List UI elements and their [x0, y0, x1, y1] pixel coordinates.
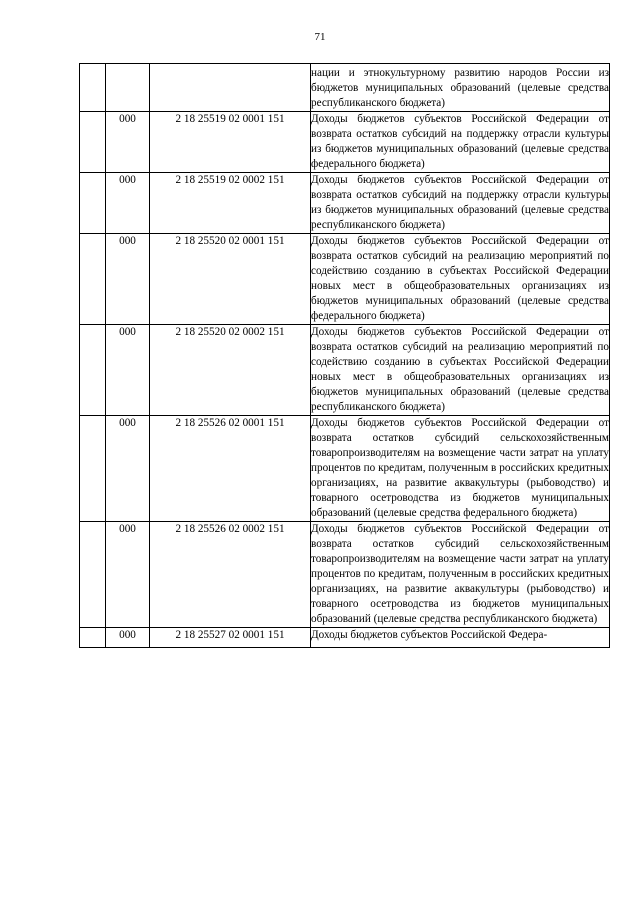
- table-row: [80, 325, 610, 416]
- description-cell: Доходы бюджетов субъектов Российской Федера-: [311, 628, 610, 648]
- blank-cell: [80, 325, 106, 416]
- description-cell: Доходы бюджетов субъектов Российской Федерации от возврата остатков субсидий на поддержку отрасли культуры из бюджетов муниципальных образований (целевые средства республиканского бюджета): [311, 173, 610, 234]
- table-row: [80, 173, 610, 234]
- table-row: [80, 628, 610, 648]
- table-row: [80, 112, 610, 173]
- kbk-code-cell: 2 18 25526 02 0002 151: [150, 522, 311, 628]
- kbk-code-cell: 2 18 25519 02 0002 151: [150, 173, 311, 234]
- kbk-code-cell: [150, 64, 311, 112]
- blank-cell: [80, 173, 106, 234]
- admin-code-cell: 000: [106, 416, 150, 522]
- blank-cell: [80, 628, 106, 648]
- admin-code-cell: 000: [106, 325, 150, 416]
- table-row: [80, 522, 610, 628]
- description-cell: Доходы бюджетов субъектов Российской Федерации от возврата остатков субсидий на реализацию мероприятий по содействию созданию в субъектах Российской Федерации новых мест в общеобразовательных организациях из бюджетов муниципальных образований (целевые средства федерального бюджета): [311, 234, 610, 325]
- blank-cell: [80, 112, 106, 173]
- kbk-code-cell: 2 18 25526 02 0001 151: [150, 416, 311, 522]
- description-cell: Доходы бюджетов субъектов Российской Федерации от возврата остатков субсидий сельскохозяйственным товаропроизводителям на возмещение части затрат на уплату процентов по кредитам, полученным в российских кредитных организациях, на развитие аквакультуры (рыбоводство) и товарного осетроводства из бюджетов муниципальных образований (целевые средства республиканского бюджета): [311, 522, 610, 628]
- admin-code-cell: 000: [106, 628, 150, 648]
- admin-code-cell: 000: [106, 522, 150, 628]
- kbk-code-cell: 2 18 25520 02 0002 151: [150, 325, 311, 416]
- description-cell: Доходы бюджетов субъектов Российской Федерации от возврата остатков субсидий сельскохозяйственным товаропроизводителям на возмещение части затрат на уплату процентов по кредитам, полученным в российских кредитных организациях, на развитие аквакультуры (рыбоводство) и товарного осетроводства из бюджетов муниципальных образований (целевые средства федерального бюджета): [311, 416, 610, 522]
- blank-cell: [80, 234, 106, 325]
- blank-cell: [80, 416, 106, 522]
- admin-code-cell: 000: [106, 234, 150, 325]
- admin-code-cell: [106, 64, 150, 112]
- description-cell: Доходы бюджетов субъектов Российской Федерации от возврата остатков субсидий на поддержку отрасли культуры из бюджетов муниципальных образований (целевые средства федерального бюджета): [311, 112, 610, 173]
- page-number: 71: [314, 31, 326, 43]
- blank-cell: [80, 64, 106, 112]
- kbk-code-cell: 2 18 25527 02 0001 151: [150, 628, 311, 648]
- admin-code-cell: 000: [106, 112, 150, 173]
- table-row: [80, 64, 610, 112]
- description-cell: Доходы бюджетов субъектов Российской Федерации от возврата остатков субсидий на реализацию мероприятий по содействию созданию в субъектах Российской Федерации новых мест в общеобразовательных организациях из бюджетов муниципальных образований (целевые средства республиканского бюджета): [311, 325, 610, 416]
- kbk-code-cell: 2 18 25519 02 0001 151: [150, 112, 311, 173]
- kbk-code-cell: 2 18 25520 02 0001 151: [150, 234, 311, 325]
- table-row: [80, 234, 610, 325]
- admin-code-cell: 000: [106, 173, 150, 234]
- budget-revenue-table: [79, 63, 610, 648]
- blank-cell: [80, 522, 106, 628]
- table-row: [80, 416, 610, 522]
- description-cell: нации и этнокультурному развитию народов России из бюджетов муниципальных образований (целевые средства республиканского бюджета): [311, 64, 610, 112]
